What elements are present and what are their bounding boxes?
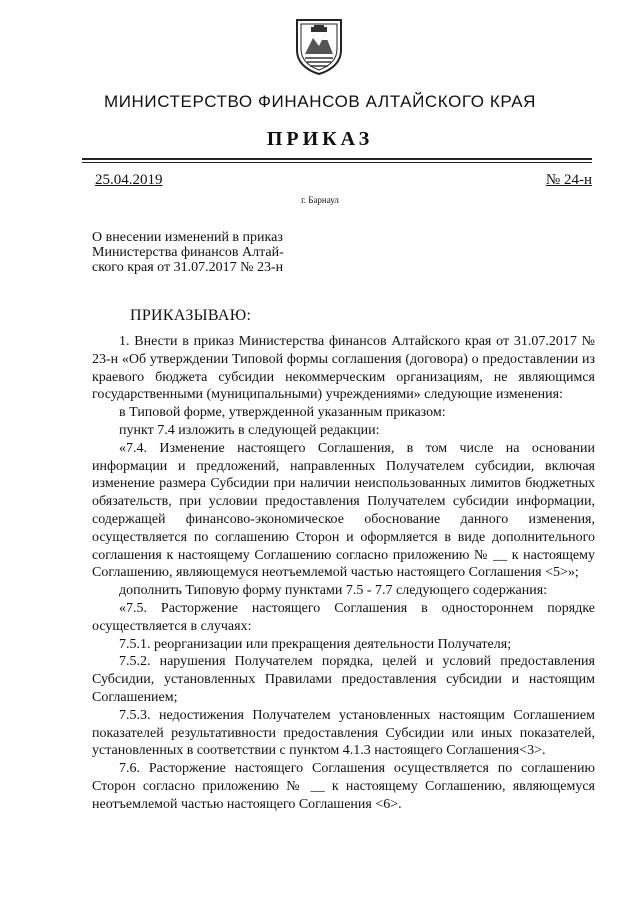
order-body	[92, 333, 595, 814]
order-subject	[92, 230, 316, 275]
coat-of-arms-icon	[293, 16, 345, 76]
paragraph: дополнить Типовую форму пунктами 7.5 - 7.7 следующего содержания:	[119, 583, 548, 599]
order-word: ПРИКАЗЫВАЮ:	[130, 307, 252, 324]
order-date: 25.04.2019	[95, 172, 163, 188]
document-title: ПРИКАЗ	[266, 128, 374, 150]
paragraph: 7.5.3. недостижения Получателем установленных настоящим Соглашением показателей результативности предоставления Субсидии или иных показателей, установленных в соответствии с пунктом 4.1.3 настоящего Соглашения<3>.	[92, 707, 595, 759]
paragraph: «7.5. Расторжение настоящего Соглашения в одностороннем порядке осуществляется в случаях:	[92, 600, 595, 634]
subject-line: О внесении изменений в приказ	[92, 230, 283, 245]
ministry-name: МИНИСТЕРСТВО ФИНАНСОВ АЛТАЙСКОГО КРАЯ	[103, 92, 537, 111]
paragraph: 7.5.2. нарушения Получателем порядка, целей и условий предоставления Субсидии, установленных Правилами предоставления субсидии и настоящим Соглашением;	[92, 654, 595, 705]
paragraph: 7.5.1. реорганизации или прекращения деятельности Получателя;	[119, 636, 512, 652]
city-label: г. Барнаул	[301, 195, 339, 205]
paragraph: в Типовой форме, утвержденной указанным приказом:	[119, 405, 446, 421]
paragraph: «7.4. Изменение настоящего Соглашения, в том числе на основании информации и предложений, направленных Получателем субсидии, включая изменение размера Субсидии при наличии неиспользованных лимитов бюджетных обязательств, при условии предоставления Получателем субсидии информации, содержащей финансово-экономическое обоснование данного изменения, осуществляется по соглашению Сторон и оформляется в виде дополнительного соглашения к настоящему Соглашению согласно приложению № __ к настоящему Соглашению, являющемуся неотъемлемой частью настоящего Соглашения <5>»;	[92, 440, 595, 581]
subject-line: ского края от 31.07.2017 № 23-н	[92, 260, 284, 275]
paragraph: пункт 7.4 изложить в следующей редакции:	[119, 422, 380, 438]
subject-line: Министерства финансов Алтай-	[92, 245, 284, 260]
order-number: № 24-н	[545, 172, 592, 188]
header-divider	[82, 158, 592, 160]
paragraph: 7.6. Расторжение настоящего Соглашения осуществляется по соглашению Сторон согласно приложению № __ к настоящему Соглашению, являющемуся неотъемлемой частью настоящего Соглашения <6>.	[92, 761, 595, 812]
header-divider-thin	[82, 162, 592, 163]
paragraph: 1. Внести в приказ Министерства финансов Алтайского края от 31.07.2017 № 23-н «Об утверждении Типовой формы соглашения (договора) о предоставлении из краевого бюджета субсидии некоммерческим организациям, не являющимся государственными (муниципальными) учреждениями» следующие изменения:	[92, 334, 595, 403]
